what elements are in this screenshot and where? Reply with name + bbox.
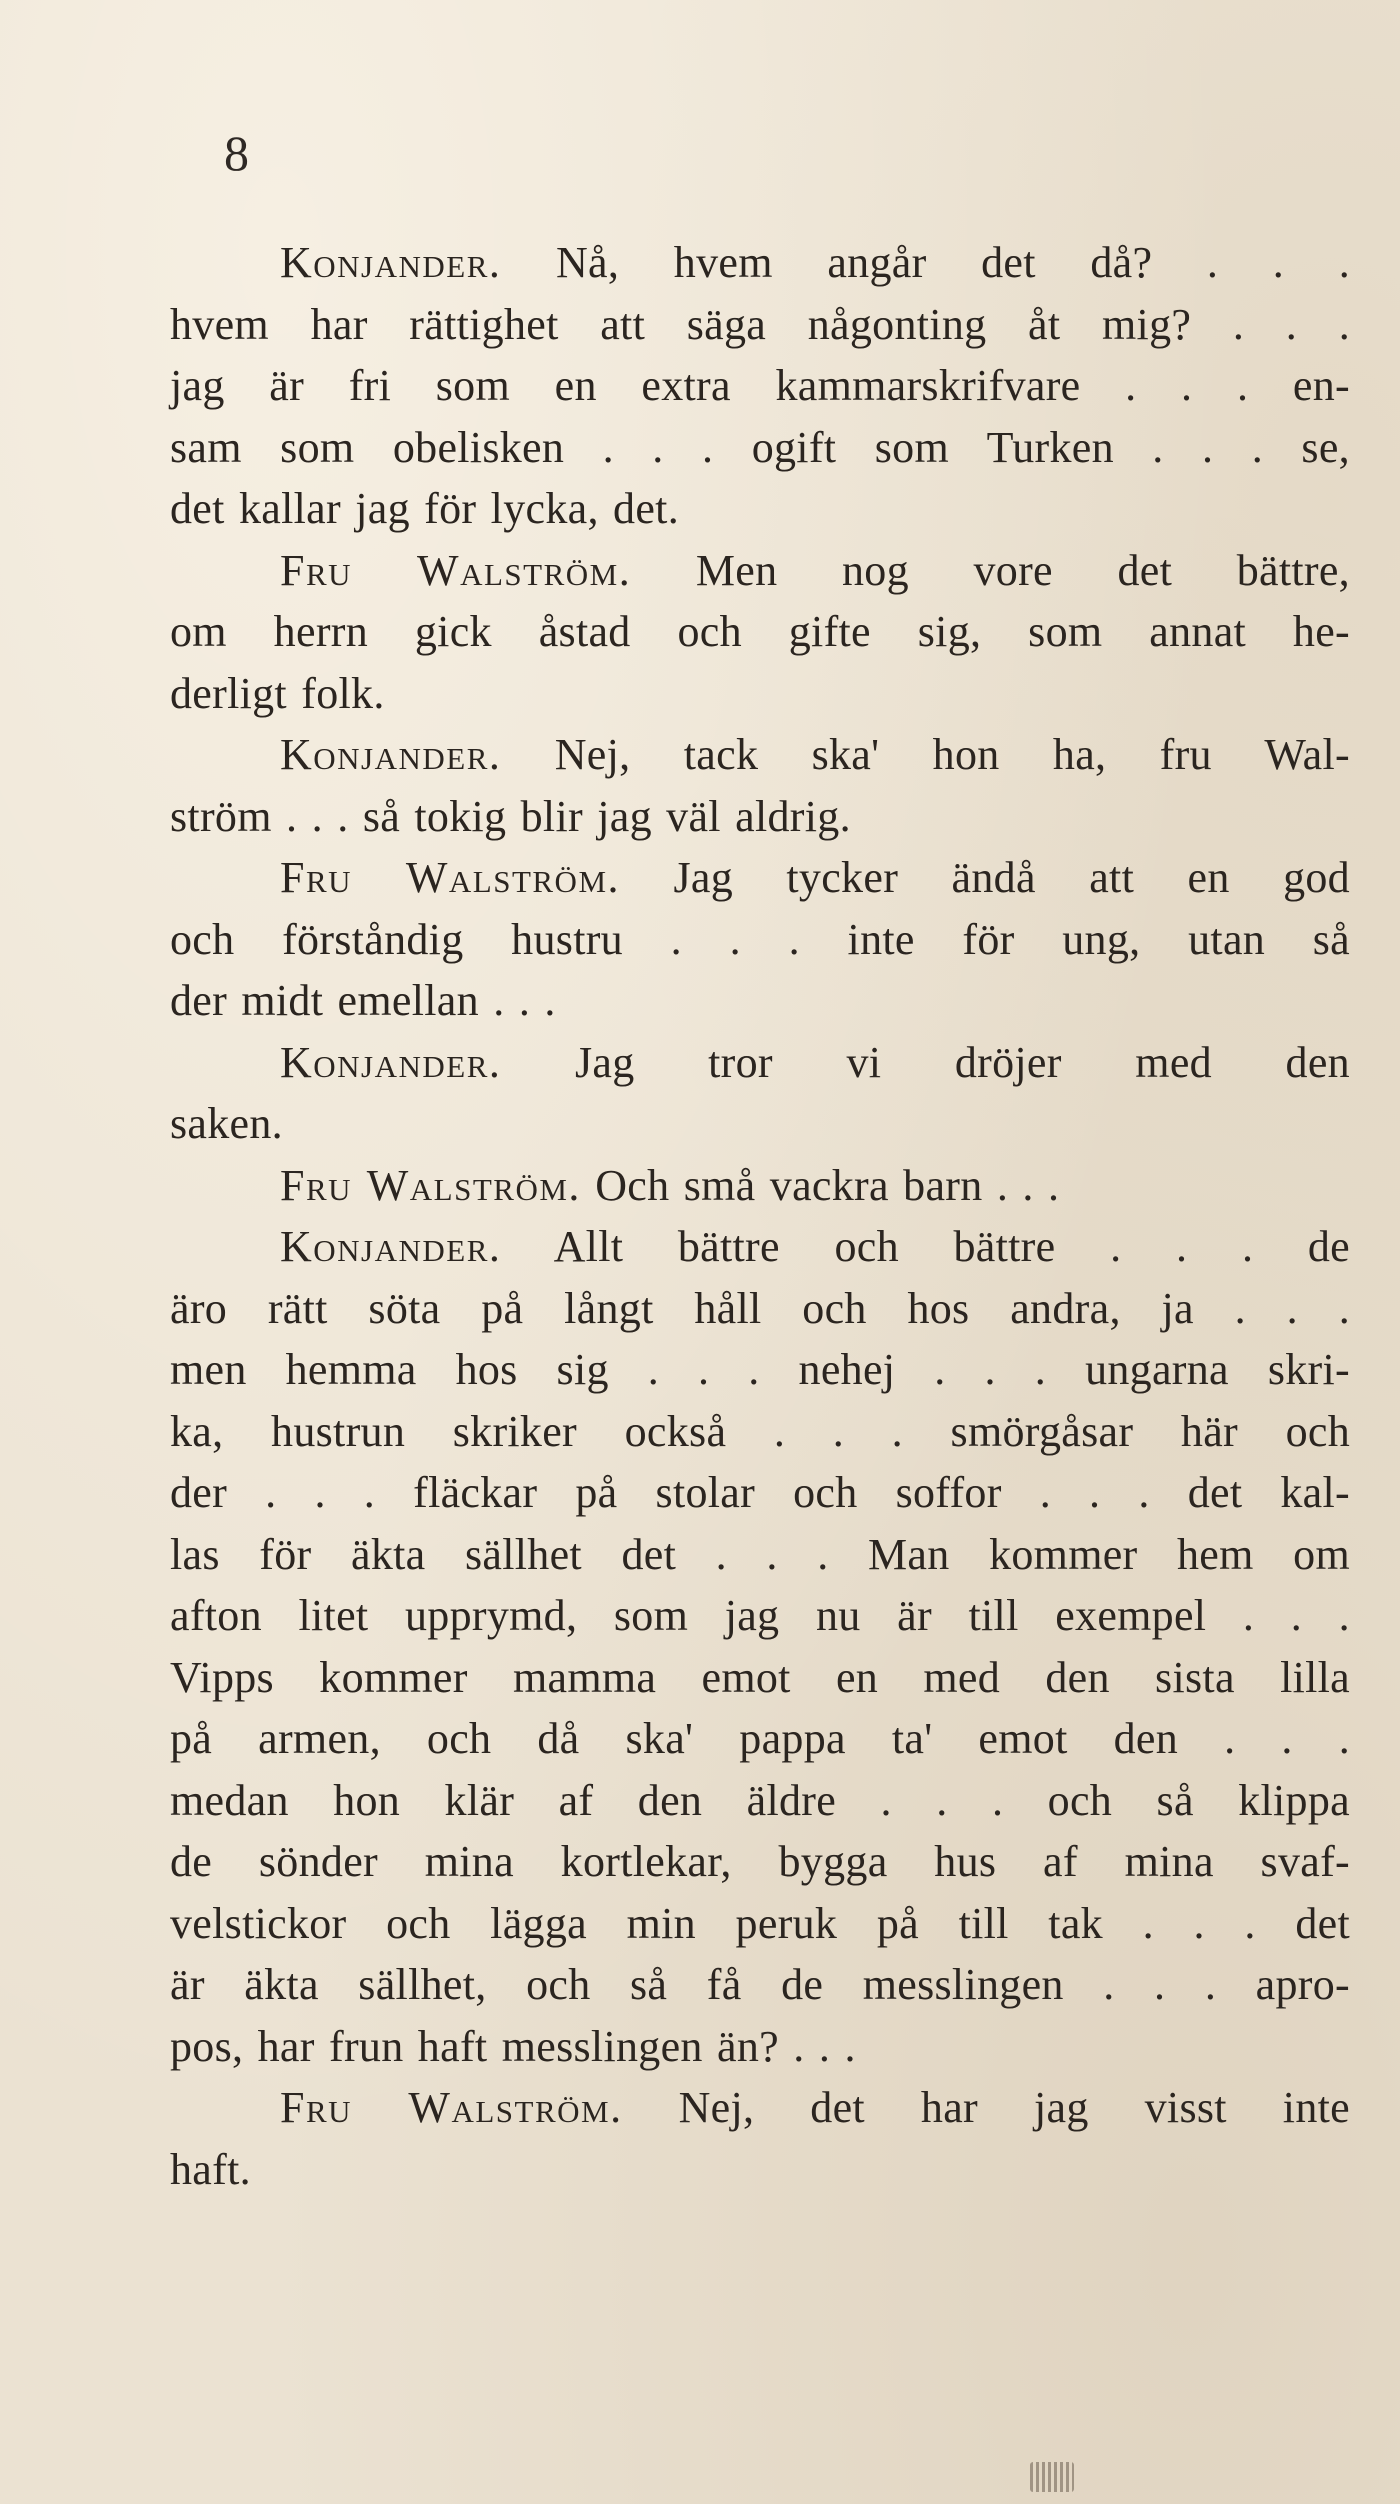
text-line: [170, 1093, 1350, 1155]
text-line: [170, 1032, 1350, 1094]
line-text: Men nog vore det bättre,: [695, 545, 1350, 595]
line-text: om herrn gick åstad och gifte sig, som annat he-: [170, 607, 1350, 656]
speaker-name: Fru Walström.: [280, 545, 632, 595]
text-line: [170, 232, 1350, 294]
text-line: [170, 478, 1350, 540]
print-mark: [1030, 2462, 1074, 2492]
text-line: [170, 1216, 1350, 1278]
speaker-name: Fru Walström.: [280, 2083, 623, 2132]
line-text: haft.: [170, 2144, 251, 2194]
speaker-name: Konjander.: [280, 238, 502, 287]
line-text: las för äkta sällhet det . . . Man kommer hem om: [170, 1529, 1350, 1579]
speaker-name: Fru Walström.: [280, 853, 621, 902]
dialogue-text: [170, 232, 1350, 2200]
speaker-name: Fru Walström.: [280, 1160, 581, 1210]
line-text: men hemma hos sig . . . nehej . . . ungarna skri-: [170, 1345, 1350, 1394]
text-line: [170, 1155, 1350, 1217]
line-text: och förståndig hustru . . . inte för ung, utan så: [170, 914, 1350, 964]
text-line: [170, 601, 1350, 663]
line-text: pos, har frun haft messlingen än? . . .: [170, 2021, 856, 2071]
line-text: de sönder mina kortlekar, bygga hus af mina svaf-: [170, 1837, 1350, 1886]
line-text: Vipps kommer mamma emot en med den sista lilla: [170, 1652, 1350, 1702]
text-line: [170, 847, 1350, 909]
line-text: Jag tycker ändå att en god: [673, 853, 1350, 902]
text-line: [170, 1770, 1350, 1832]
page-number: 8: [224, 125, 249, 181]
line-text: medan hon klär af den äldre . . . och så klippa: [170, 1775, 1350, 1825]
text-line: [170, 2016, 1350, 2078]
line-text: Nå, hvem angår det då? . . .: [555, 238, 1350, 287]
line-text: Nej, tack ska' hon ha, fru Wal-: [554, 730, 1350, 779]
text-line: [170, 1339, 1350, 1401]
text-line: [170, 1585, 1350, 1647]
text-line: [170, 1954, 1350, 2016]
line-text: saken.: [170, 1099, 283, 1148]
speaker-name: Konjander.: [280, 1222, 502, 1271]
speaker-name: Konjander.: [280, 730, 502, 779]
text-line: [170, 909, 1350, 971]
text-line: [170, 355, 1350, 417]
line-text: velstickor och lägga min peruk på till tak . . . det: [170, 1898, 1350, 1948]
text-line: [170, 724, 1350, 786]
line-text: Jag tror vi dröjer med den: [574, 1037, 1350, 1087]
line-text: ka, hustrun skriker också . . . smörgåsar här och: [170, 1406, 1350, 1456]
text-line: [170, 417, 1350, 479]
text-line: [170, 970, 1350, 1032]
text-line: [170, 1462, 1350, 1524]
line-text: ström . . . så tokig blir jag väl aldrig.: [170, 791, 851, 841]
line-text: Och små vackra barn . . .: [595, 1160, 1060, 1210]
text-line: [170, 1524, 1350, 1586]
speaker-name: Konjander.: [280, 1037, 502, 1087]
text-line: [170, 1401, 1350, 1463]
line-text: jag är fri som en extra kammarskrifvare . . . en-: [170, 361, 1350, 410]
text-line: [170, 540, 1350, 602]
line-text: är äkta sällhet, och så få de messlingen . . . apro-: [170, 1960, 1350, 2009]
text-line: [170, 2077, 1350, 2139]
text-line: [170, 1278, 1350, 1340]
text-line: [170, 663, 1350, 725]
line-text: der midt emellan . . .: [170, 976, 556, 1025]
line-text: afton litet upprymd, som jag nu är till exempel . . .: [170, 1591, 1350, 1640]
text-line: [170, 1708, 1350, 1770]
line-text: på armen, och då ska' pappa ta' emot den . . .: [170, 1714, 1350, 1763]
line-text: Nej, det har jag visst inte: [678, 2083, 1350, 2132]
line-text: hvem har rättighet att säga någonting åt mig? . . .: [170, 299, 1350, 349]
line-text: derligt folk.: [170, 668, 385, 718]
line-text: der . . . fläckar på stolar och soffor . . . det kal-: [170, 1468, 1350, 1517]
text-line: [170, 786, 1350, 848]
text-line: [170, 1647, 1350, 1709]
line-text: sam som obelisken . . . ogift som Turken . . . se,: [170, 422, 1350, 472]
text-line: [170, 1831, 1350, 1893]
text-line: [170, 294, 1350, 356]
line-text: Allt bättre och bättre . . . de: [553, 1222, 1350, 1271]
text-line: [170, 1893, 1350, 1955]
text-line: [170, 2139, 1350, 2201]
line-text: äro rätt söta på långt håll och hos andra, ja . . .: [170, 1283, 1350, 1333]
line-text: det kallar jag för lycka, det.: [170, 484, 680, 533]
